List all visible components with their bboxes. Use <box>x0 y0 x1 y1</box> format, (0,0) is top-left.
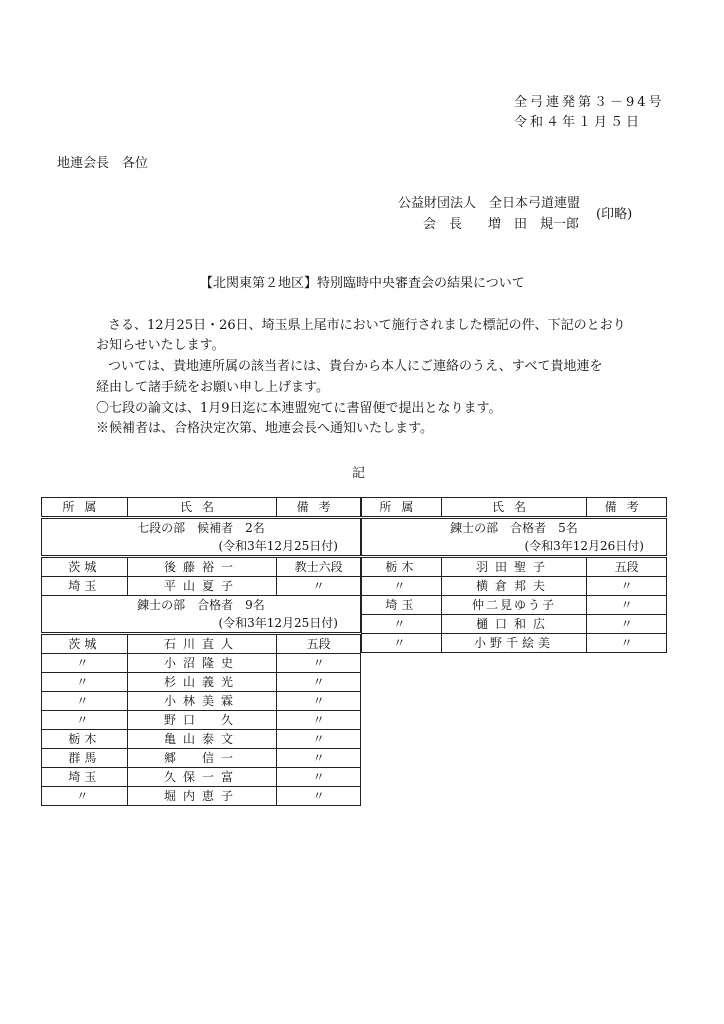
table-row <box>42 749 361 768</box>
affiliation: 茨城 <box>42 634 128 654</box>
affiliation: 〃 <box>362 577 442 596</box>
table-row <box>362 634 667 653</box>
person-name: 小沼隆史 <box>127 654 276 673</box>
header-remarks: 備考 <box>587 498 667 518</box>
table-row <box>42 577 361 596</box>
header-name: 氏名 <box>441 498 587 518</box>
affiliation: 〃 <box>42 787 128 806</box>
section-date-renshi: (令和3年12月26日付) <box>362 537 667 557</box>
person-name: 平山夏子 <box>127 577 276 596</box>
left-results-table <box>41 497 361 806</box>
ki-marker: 記 <box>352 466 366 481</box>
table-row <box>42 673 361 692</box>
person-name: 郷 信一 <box>127 749 276 768</box>
remarks: 五段 <box>277 634 361 654</box>
remarks: 〃 <box>277 768 361 787</box>
person-name: 亀山泰文 <box>127 730 276 749</box>
section-date-7dan: (令和3年12月25日付) <box>42 537 361 557</box>
seal-note: (印略) <box>596 207 633 222</box>
person-name: 石川直人 <box>127 634 276 654</box>
table-header-row <box>362 498 667 518</box>
affiliation: 栃木 <box>42 730 128 749</box>
person-name: 横倉邦夫 <box>441 577 587 596</box>
document-date: 令和４年１月５日 <box>514 115 643 130</box>
person-name: 久保一富 <box>127 768 276 787</box>
body-paragraph-1-line-2: お知らせいたします。 <box>96 338 225 353</box>
table-row <box>362 596 667 615</box>
table-row <box>42 730 361 749</box>
table-row <box>42 711 361 730</box>
affiliation: 〃 <box>362 615 442 634</box>
header-remarks: 備考 <box>277 498 361 518</box>
right-results-table <box>361 497 667 653</box>
affiliation: 茨城 <box>42 557 128 577</box>
person-name: 小野千絵美 <box>441 634 587 653</box>
affiliation: 群馬 <box>42 749 128 768</box>
remarks: 〃 <box>277 692 361 711</box>
remarks: 〃 <box>277 654 361 673</box>
affiliation: 〃 <box>362 634 442 653</box>
table-row <box>42 634 361 654</box>
sender-name: 会 長 増 田 規一郎 <box>423 217 580 232</box>
remarks: 〃 <box>587 596 667 615</box>
person-name: 小林美霖 <box>127 692 276 711</box>
remarks: 〃 <box>277 577 361 596</box>
affiliation: 〃 <box>42 673 128 692</box>
remarks: 〃 <box>277 749 361 768</box>
header-name: 氏名 <box>127 498 276 518</box>
person-name: 羽田聖子 <box>441 557 587 577</box>
affiliation: 栃木 <box>362 557 442 577</box>
person-name: 野口 久 <box>127 711 276 730</box>
table-row <box>362 577 667 596</box>
table-header-row <box>42 498 361 518</box>
note-candidates: ※候補者は、合格決定次第、地連会長へ通知いたします。 <box>96 421 433 436</box>
section-title-renshi: 錬士の部 合格者 9名 <box>42 596 361 615</box>
sender-org: 公益財団法人 全日本弓道連盟 <box>398 196 581 211</box>
remarks: 〃 <box>277 787 361 806</box>
remarks: 教士六段 <box>277 557 361 577</box>
remarks: 〃 <box>277 711 361 730</box>
header-affiliation: 所属 <box>362 498 442 518</box>
affiliation: 〃 <box>42 692 128 711</box>
affiliation: 〃 <box>42 654 128 673</box>
addressee: 地連会長 各位 <box>57 156 149 171</box>
section-title-renshi: 錬士の部 合格者 5名 <box>362 518 667 538</box>
remarks: 〃 <box>587 634 667 653</box>
table-row <box>42 557 361 577</box>
affiliation: 〃 <box>42 711 128 730</box>
document-title: 【北関東第２地区】特別臨時中央審査会の結果について <box>200 276 525 291</box>
body-paragraph-2-line-1: ついては、貴地連所属の該当者には、貴台から本人にご連絡のうえ、すべて貴地連を <box>108 359 603 374</box>
header-affiliation: 所属 <box>42 498 128 518</box>
person-name: 堀内恵子 <box>127 787 276 806</box>
section-title-7dan: 七段の部 候補者 2名 <box>42 518 361 538</box>
affiliation: 埼玉 <box>42 577 128 596</box>
person-name: 杉山義光 <box>127 673 276 692</box>
table-row <box>42 768 361 787</box>
remarks: 〃 <box>587 615 667 634</box>
affiliation: 埼玉 <box>362 596 442 615</box>
table-row <box>362 615 667 634</box>
note-thesis: 〇七段の論文は、1月9日迄に本連盟宛てに書留便で提出となります。 <box>96 401 502 416</box>
table-row <box>42 654 361 673</box>
body-paragraph-2-line-2: 経由して諸手続をお願い申し上げます。 <box>96 380 329 395</box>
table-row <box>362 557 667 577</box>
remarks: 五段 <box>587 557 667 577</box>
section-date-renshi: (令和3年12月25日付) <box>42 614 361 634</box>
remarks: 〃 <box>277 673 361 692</box>
person-name: 後藤裕一 <box>127 557 276 577</box>
table-row <box>42 787 361 806</box>
document-number: 全弓連発第３－94号 <box>514 95 665 110</box>
person-name: 樋口和広 <box>441 615 587 634</box>
person-name: 仲二見ゆう子 <box>441 596 587 615</box>
affiliation: 埼玉 <box>42 768 128 787</box>
table-row <box>42 692 361 711</box>
remarks: 〃 <box>277 730 361 749</box>
remarks: 〃 <box>587 577 667 596</box>
body-paragraph-1-line-1: さる、12月25日・26日、埼玉県上尾市において施行されました標記の件、下記のとおり <box>108 318 626 333</box>
